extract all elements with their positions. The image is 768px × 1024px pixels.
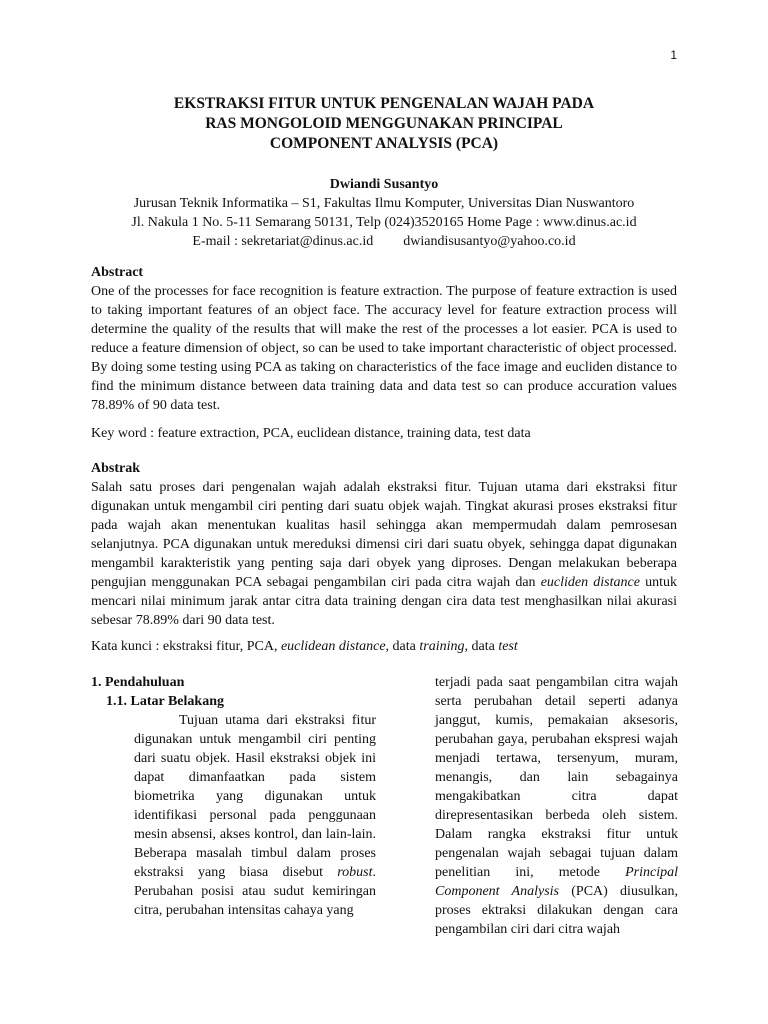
author-affiliation: Jurusan Teknik Informatika – S1, Fakultas Ilmu Komputer, Universitas Dian Nuswantoro — [133, 196, 635, 211]
paper-title — [0, 94, 768, 154]
page-number: 1 — [670, 48, 677, 62]
abstract-heading: Abstract — [91, 265, 144, 280]
keywords-english: Key word : feature extraction, PCA, euclidean distance, training data, test data — [91, 426, 531, 441]
abstrak-heading: Abstrak — [91, 461, 141, 476]
column-right: terjadi pada saat pengambilan citra wajah serta perubahan detail seperti adanya janggut, kumis, pemakaian aksesoris, perubahan gaya, perubahan ekspresi wajah menjadi tertawa, tersenyum, muram, menangis, dan lain sebagainya mengakibatkan citra dapat direpresentasikan berbeda oleh sistem. Dalam rangka ekstraksi fitur untuk pengenalan wajah sebagai tujuan dalam penelitian ini, metode Principal Component Analysis (PCA) diusulkan, proses ektraksi dilakukan dengan cara pengambilan ciri dari citra wajah — [435, 675, 678, 937]
column-left — [91, 673, 376, 920]
email-personal: dwiandisusantyo@yahoo.co.id — [403, 234, 576, 249]
subsection-heading: 1.1. Latar Belakang — [106, 694, 224, 709]
section-heading: 1. Pendahuluan — [91, 675, 185, 690]
abstract-indonesian — [91, 459, 677, 630]
email-institution: E-mail : sekretariat@dinus.ac.id — [192, 234, 374, 249]
author-block — [0, 175, 768, 251]
author-address: Jl. Nakula 1 No. 5-11 Semarang 50131, Telp (024)3520165 Home Page : www.dinus.ac.id — [131, 215, 637, 230]
author-name: Dwiandi Susantyo — [329, 177, 439, 192]
title-line-1: EKSTRAKSI FITUR UNTUK PENGENALAN WAJAH PADA — [173, 95, 595, 112]
abstract-text: One of the processes for face recognition is feature extraction. The purpose of feature extraction is used to taking important features of an object face. The accuracy level for feature extraction process will determine the quality of the results that will make the rest of the processes a lot easier. PCA is used to reduce a feature dimension of object, so can be used to take important characteristic of object processed. By doing some testing using PCA as taking on characteristics of the face image and eucliden distance to find the minimum distance between data training data and data test so can produce accuration values 78.89% of 90 data test. — [91, 284, 677, 413]
author-email-line — [0, 232, 768, 251]
keywords-indonesian: Kata kunci : ekstraksi fitur, PCA, euclidean distance, data training, data test — [91, 639, 518, 654]
abstract-english — [91, 263, 677, 415]
abstrak-text: Salah satu proses dari pengenalan wajah adalah ekstraksi fitur. Tujuan utama dari ekstraksi fitur digunakan untuk mengambil ciri penting dari suatu objek wajah. Tingkat akurasi proses ekstraksi fitur pada wajah akan menentukan kualitas hasil sehingga akan mempermudah dalam pemrosesan selanjutnya. PCA digunakan untuk mereduksi dimensi ciri dari suatu obyek, sehingga dapat digunakan mengambil karakteristik yang penting saja dari obyek yang diproses. Dengan melakukan beberapa pengujian menggunakan PCA sebagai pengambilan ciri pada citra wajah dan eucliden distance untuk mencari nilai minimum jarak antar citra data training dengan cira data test menghasilkan nilai akurasi sebesar 78.89% dari 90 data test. — [91, 480, 678, 628]
title-line-2: RAS MONGOLOID MENGGUNAKAN PRINCIPAL — [205, 115, 563, 132]
title-line-3: COMPONENT ANALYSIS (PCA) — [269, 135, 499, 152]
paragraph-left: Tujuan utama dari ekstraksi fitur digunakan untuk mengambil ciri penting dari suatu objek. Hasil ekstraksi objek ini dapat dimanfaatkan pada sistem biometrika yang digunakan untuk identifikasi personal pada penggunaan mesin absensi, akses kontrol, dan lain-lain. Beberapa masalah timbul dalam proses ekstraksi yang biasa disebut robust. Perubahan posisi atau sudut kemiringan citra, perubahan intensitas cahaya yang — [134, 713, 376, 918]
